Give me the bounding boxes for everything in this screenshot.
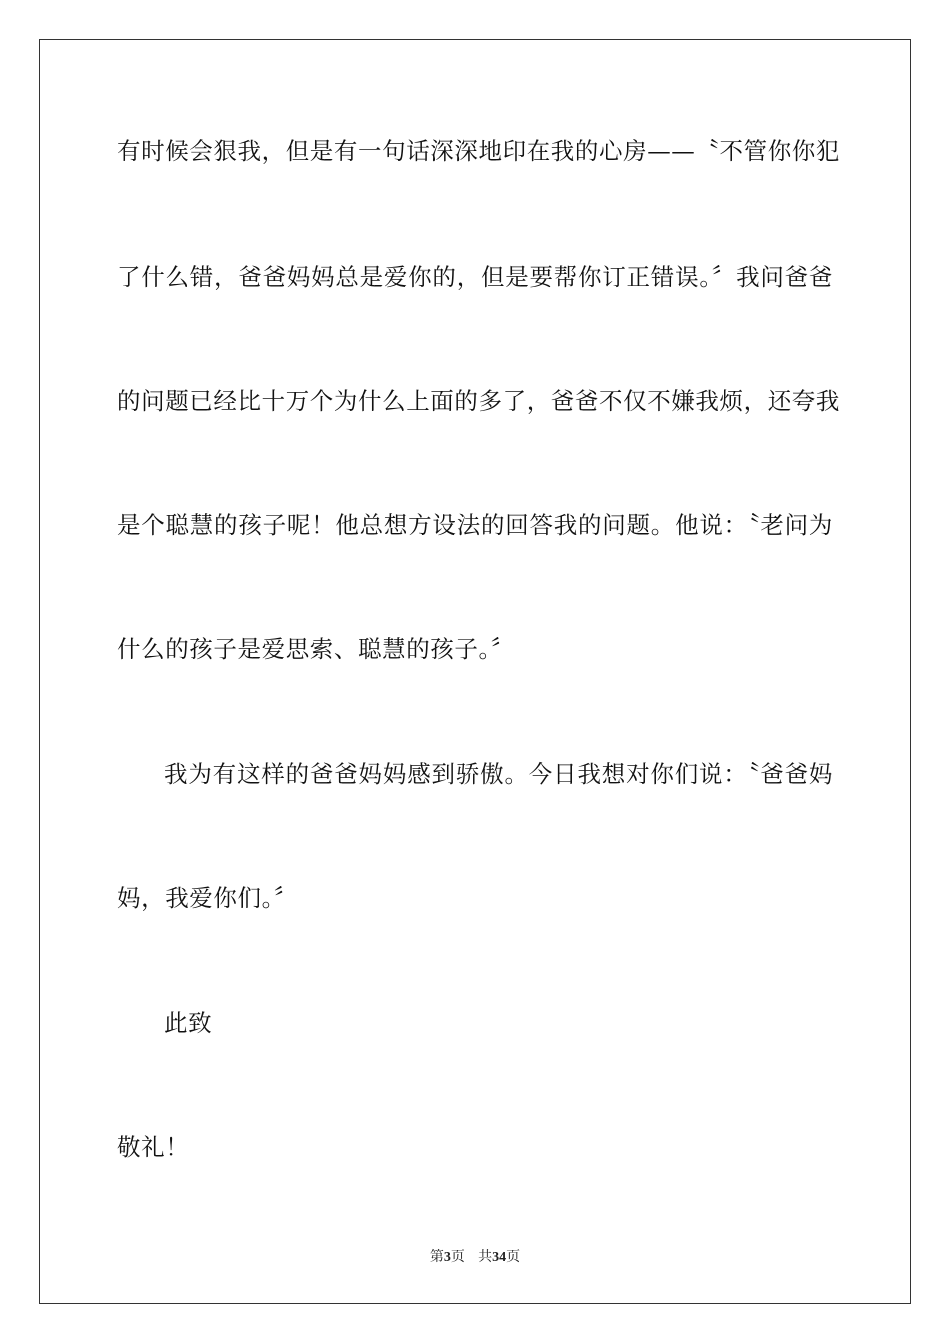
footer-page-prefix: 第 <box>429 1249 444 1265</box>
body-line-3: 的问题已经比十万个为什么上面的多了，爸爸不仅不嫌我烦，还夸我 <box>117 387 840 415</box>
body-line-7: 妈，我爱你们。〞 <box>117 884 299 912</box>
footer-total-pages: 34 <box>492 1250 507 1265</box>
body-line-1: 有时候会狠我，但是有一句话深深地印在我的心房——〝不管你你犯 <box>117 137 840 165</box>
body-line-2: 了什么错，爸爸妈妈总是爱你的，但是要帮你订正错误。〞我问爸爸 <box>117 263 833 291</box>
footer-total-prefix: 共 <box>478 1249 493 1265</box>
page-border <box>39 39 911 1304</box>
footer-total-suffix: 页 <box>506 1249 521 1265</box>
body-line-5: 什么的孩子是爱思索、聪慧的孩子。〞 <box>117 635 515 663</box>
closing-salutation: 此致 <box>164 1009 213 1037</box>
closing-regards: 敬礼！ <box>117 1133 190 1161</box>
body-line-4: 是个聪慧的孩子呢！他总想方设法的回答我的问题。他说：〝老问为 <box>117 511 833 539</box>
footer-page-number: 3 <box>443 1250 451 1265</box>
footer-page-suffix: 页 <box>450 1249 465 1265</box>
body-line-6: 我为有这样的爸爸妈妈感到骄傲。今日我想对你们说：〝爸爸妈 <box>164 760 833 788</box>
page-footer <box>0 1248 950 1267</box>
